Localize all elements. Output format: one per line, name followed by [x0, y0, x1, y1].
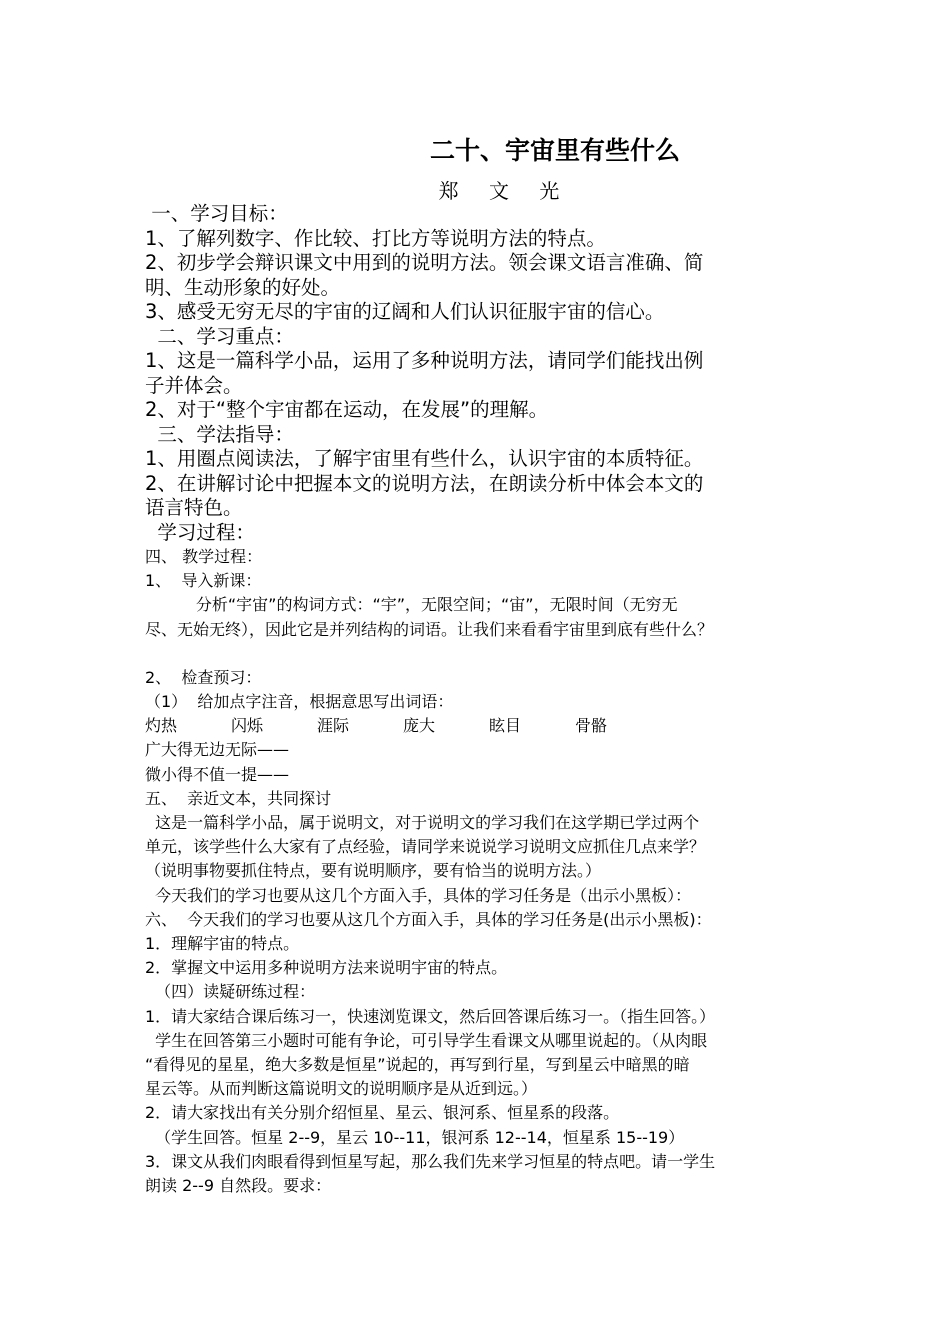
body-line: （学生回答。恒星 2--9，星云 10--11，银河系 12--14，恒星系 15--19）	[145, 1127, 685, 1147]
body-line: 广大得无边无际——	[145, 740, 290, 760]
header-line: 子并体会。	[145, 373, 243, 397]
body-line: 星云等。从而判断这篇说明文的说明顺序是从近到远。）	[145, 1079, 538, 1099]
body-line: 2．掌握文中运用多种说明方法来说明宇宙的特点。	[145, 958, 508, 978]
body-line: 1．理解宇宙的特点。	[145, 934, 300, 954]
body-line: （1） 给加点字注音，根据意思写出词语：	[145, 692, 454, 712]
header-line: 1、了解列数字、作比较、打比方等说明方法的特点。	[145, 226, 606, 250]
header-line: 2、在讲解讨论中把握本文的说明方法，在朗读分析中体会本文的	[145, 471, 704, 495]
header-line: 1、用圈点阅读法，了解宇宙里有些什么，认识宇宙的本质特征。	[145, 447, 704, 470]
vocab-word: 庞大	[403, 716, 436, 736]
body-line: 1、 导入新课：	[145, 571, 262, 591]
vocab-word: 眩目	[489, 716, 522, 736]
vocab-word: 闪烁	[231, 716, 264, 736]
vocab-row	[145, 714, 810, 738]
header-line: 2、对于“整个宇宙都在运动，在发展”的理解。	[145, 398, 549, 421]
header-line: 3、感受无穷无尽的宇宙的辽阔和人们认识征服宇宙的信心。	[145, 300, 665, 323]
body-line: 2．请大家找出有关分别介绍恒星、星云、银河系、恒星系的段落。	[145, 1103, 620, 1123]
author-name: 郑 文 光	[438, 179, 572, 203]
body-line: 四、 教学过程：	[145, 547, 263, 566]
header-line: 1、这是一篇科学小品，运用了多种说明方法，请同学们能找出例	[145, 349, 704, 372]
body-line: “看得见的星星，绝大多数是恒星”说起的，再写到行星，写到星云中暗黑的暗	[145, 1055, 690, 1075]
body-line: 分析“宇宙”的构词方式：“宇”，无限空间；“宙”，无限时间（无穷无	[145, 595, 678, 615]
header-line: 二、学习重点：	[145, 324, 294, 348]
vocab-word: 灼热	[145, 716, 178, 736]
vocab-word: 涯际	[317, 716, 350, 736]
body-line: 3．课文从我们肉眼看得到恒星写起，那么我们先来学习恒星的特点吧。请一学生	[145, 1151, 716, 1171]
body-line: 朗读 2--9 自然段。要求：	[145, 1176, 332, 1196]
header-line: 学习过程：	[145, 520, 255, 544]
body-line: 2、 检查预习：	[145, 667, 262, 687]
body-line: 六、 今天我们的学习也要从这几个方面入手，具体的学习任务是(出示小黑板)：	[145, 909, 712, 929]
blank-line	[145, 642, 810, 666]
body-line: 尽、无始无终），因此它是并列结构的词语。让我们来看看宇宙里到底有些什么？	[145, 619, 714, 639]
body-line: 这是一篇科学小品，属于说明文，对于说明文的学习我们在这学期已学过两个	[145, 813, 700, 833]
document-body	[145, 202, 810, 1198]
header-line: 一、学习目标：	[145, 202, 288, 225]
body-line: 学生在回答第三小题时可能有争论，可引导学生看课文从哪里说起的。（从肉眼	[145, 1030, 708, 1050]
body-line: 五、 亲近文本，共同探讨	[145, 788, 332, 808]
body-line: 1．请大家结合课后练习一，快速浏览课文，然后回答课后练习一。（指生回答。）	[145, 1006, 716, 1026]
header-line: 三、学法指导：	[145, 422, 294, 446]
body-line: 单元，该学些什么大家有了点经验，请同学来说说学习说明文应抓住几点来学？	[145, 837, 706, 857]
body-line: （四）读疑研练过程：	[145, 982, 316, 1002]
body-line: 今天我们的学习也要从这几个方面入手，具体的学习任务是（出示小黑板）：	[145, 885, 692, 905]
body-line: （说明事物要抓住特点，要有说明顺序，要有恰当的说明方法。）	[145, 861, 602, 881]
header-line: 语言特色。	[145, 496, 243, 519]
header-line: 2、初步学会辩识课文中用到的说明方法。领会课文语言准确、简	[145, 251, 704, 274]
body-line: 微小得不值一提——	[145, 764, 290, 784]
vocab-word: 骨骼	[575, 716, 608, 736]
header-line: 明、生动形象的好处。	[145, 275, 341, 299]
page-title: 二十、宇宙里有些什么	[429, 136, 680, 165]
